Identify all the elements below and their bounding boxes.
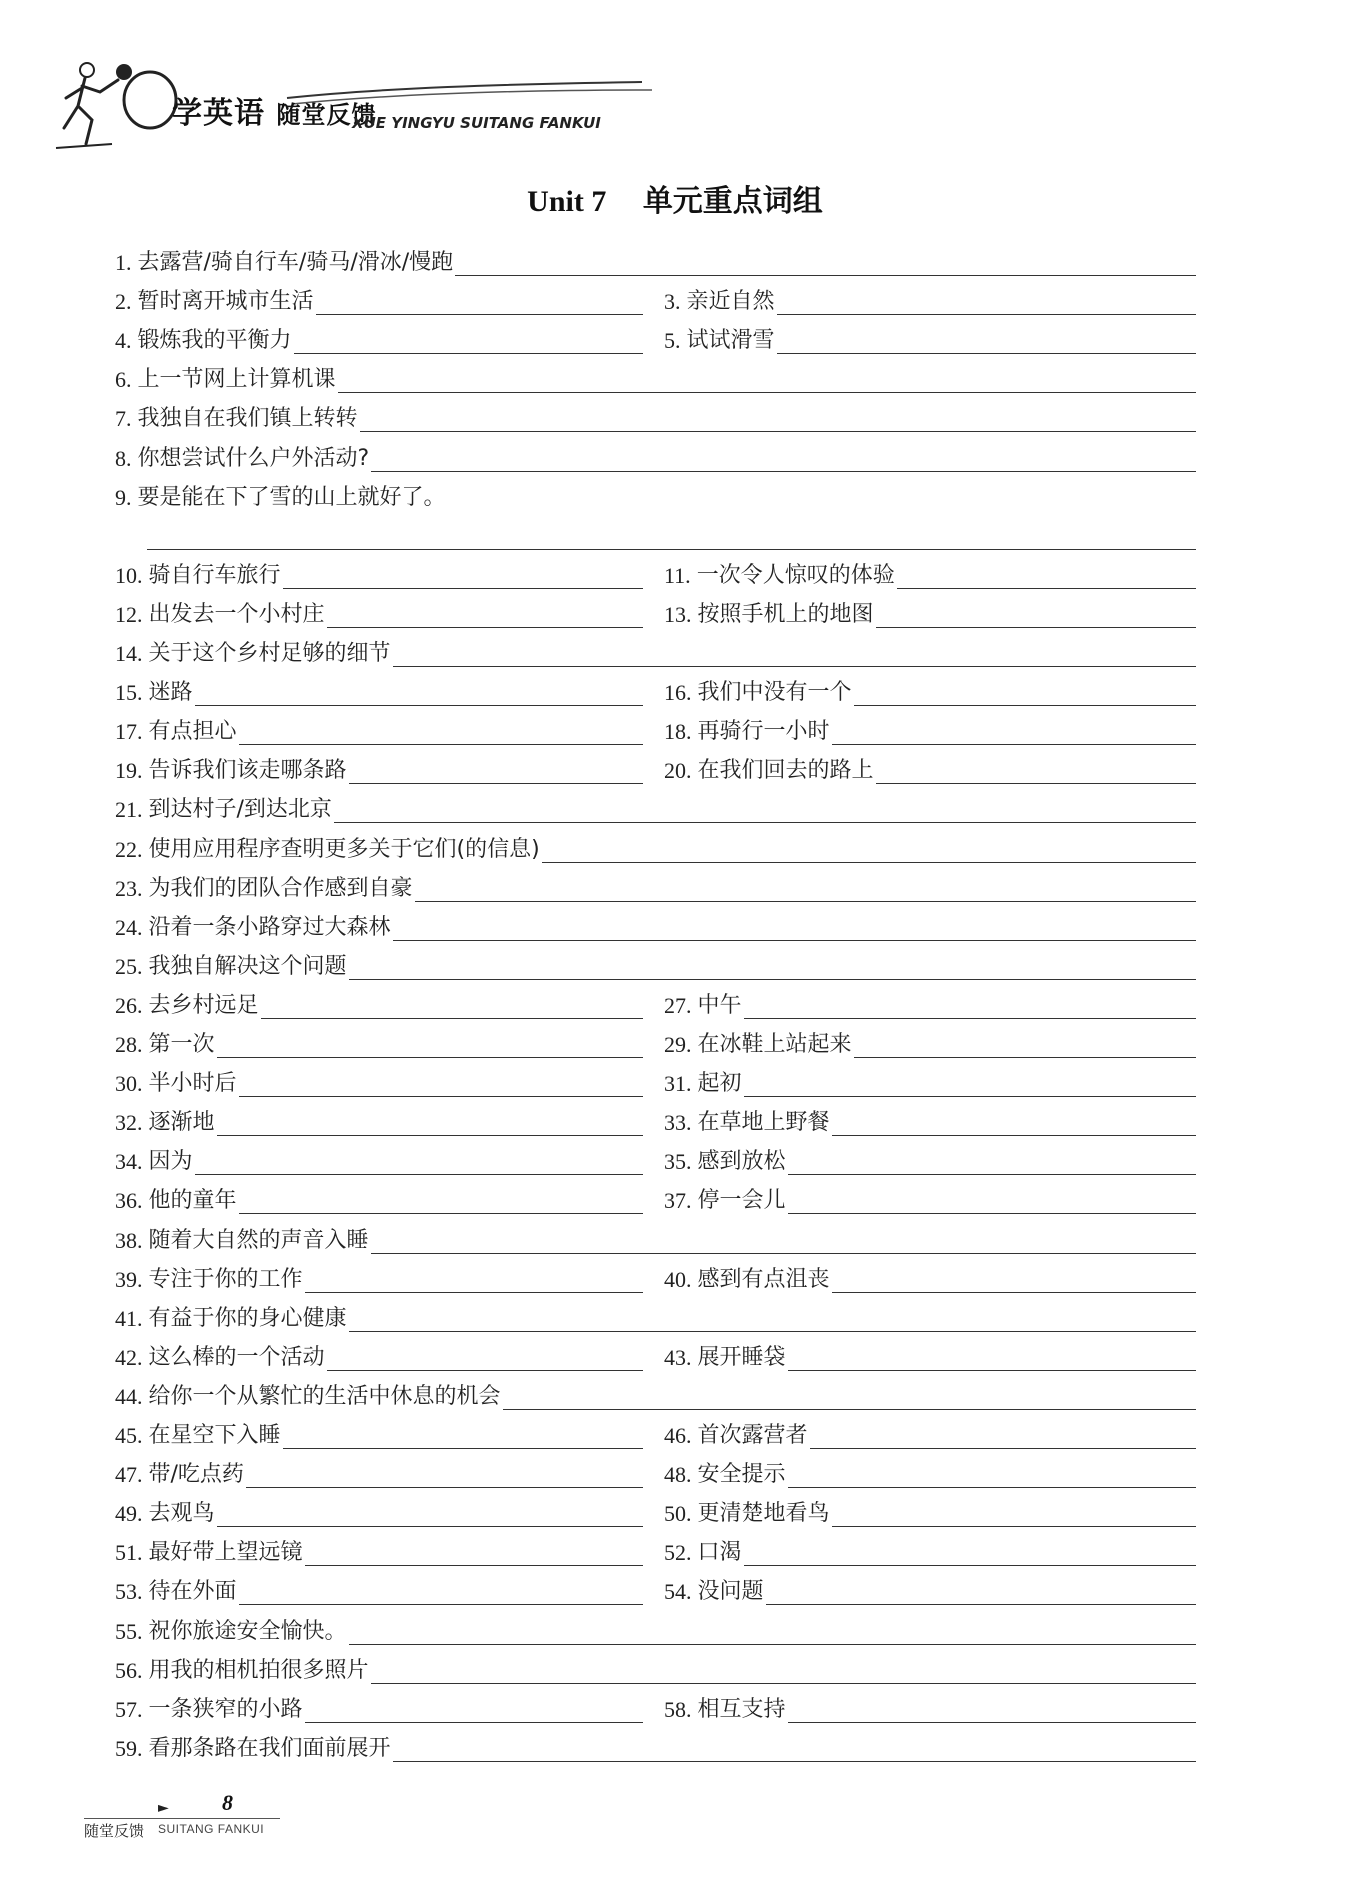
answer-line[interactable] [393, 642, 1196, 667]
answer-line[interactable] [283, 564, 643, 589]
answer-line[interactable] [349, 1620, 1196, 1645]
item-text: 去乡村远足 [148, 992, 259, 1018]
item-number: 50. [664, 1501, 692, 1527]
answer-line[interactable] [349, 955, 1196, 980]
answer-line[interactable] [832, 1268, 1196, 1293]
item-text: 再骑行一小时 [697, 719, 830, 745]
answer-line[interactable] [788, 1150, 1196, 1175]
answer-line[interactable] [393, 1737, 1196, 1762]
item-number: 21. [115, 797, 143, 823]
item-text: 暂时离开城市生活 [137, 289, 314, 315]
item-number: 2. [115, 289, 132, 315]
item-number: 34. [115, 1149, 143, 1175]
item-text: 亲近自然 [686, 289, 775, 315]
footer-label: 随堂反馈 [84, 1822, 145, 1840]
item-text: 骑自行车旅行 [148, 562, 281, 588]
item-number: 55. [115, 1618, 143, 1644]
item-number: 22. [115, 836, 143, 862]
phrase-item [664, 1495, 1196, 1527]
item-text: 出发去一个小村庄 [148, 601, 325, 627]
answer-line[interactable] [777, 290, 1196, 315]
answer-line[interactable] [371, 1659, 1196, 1684]
page-number: 8 [222, 1790, 233, 1815]
phrase-item [115, 987, 643, 1019]
phrase-item [115, 1300, 1196, 1332]
item-number: 17. [115, 719, 143, 745]
answer-line[interactable] [195, 1150, 643, 1175]
phrase-item [115, 1378, 1196, 1410]
phrase-item [115, 1691, 643, 1723]
item-number: 12. [115, 601, 143, 627]
answer-line[interactable] [239, 1072, 643, 1097]
item-number: 51. [115, 1540, 143, 1566]
answer-line[interactable] [334, 798, 1196, 823]
item-number: 13. [664, 601, 692, 627]
footer-rule [84, 1818, 280, 1819]
phrase-item [115, 1143, 643, 1175]
phrase-item [115, 1456, 643, 1488]
phrase-item [664, 674, 1196, 706]
item-number: 40. [664, 1266, 692, 1292]
item-text: 没问题 [697, 1579, 764, 1605]
answer-line[interactable] [832, 720, 1196, 745]
answer-line[interactable] [305, 1698, 643, 1723]
item-number: 52. [664, 1540, 692, 1566]
item-text: 半小时后 [148, 1071, 237, 1097]
answer-line[interactable] [854, 1033, 1196, 1058]
item-number: 6. [115, 367, 132, 393]
item-number: 19. [115, 758, 143, 784]
phrase-item [115, 1222, 1196, 1254]
answer-line[interactable] [455, 251, 1196, 276]
item-text: 随着大自然的声音入睡 [148, 1227, 369, 1253]
item-text: 为我们的团队合作感到自豪 [148, 875, 413, 901]
item-number: 24. [115, 914, 143, 940]
phrase-item [115, 1026, 643, 1058]
arrow-icon: ► [158, 1800, 169, 1816]
answer-line[interactable] [832, 1111, 1196, 1136]
item-number: 58. [664, 1696, 692, 1722]
phrase-item [115, 635, 1196, 667]
item-text: 专注于你的工作 [148, 1266, 303, 1292]
item-number: 33. [664, 1110, 692, 1136]
item-text: 沿着一条小路穿过大森林 [148, 914, 391, 940]
answer-line[interactable] [261, 994, 643, 1019]
item-text: 去观鸟 [148, 1501, 215, 1527]
phrase-item [664, 1534, 1196, 1566]
item-text: 告诉我们该走哪条路 [148, 758, 347, 784]
phrase-item [115, 791, 1196, 823]
phrase-item [664, 713, 1196, 745]
phrase-item [664, 1065, 1196, 1097]
item-text: 在冰鞋上站起来 [697, 1032, 852, 1057]
phrase-item [115, 1613, 1196, 1645]
item-number: 39. [115, 1266, 143, 1292]
item-number: 9. [115, 484, 132, 510]
phrase-item [115, 1065, 643, 1097]
phrase-item [664, 1573, 1196, 1605]
item-text: 首次露营者 [697, 1423, 808, 1448]
phrase-item [664, 283, 1196, 315]
unit-label: Unit 7 [527, 185, 607, 218]
answer-line[interactable] [371, 1229, 1196, 1254]
item-text: 关于这个乡村足够的细节 [148, 641, 391, 666]
answer-line[interactable] [415, 877, 1196, 902]
phrase-item [664, 987, 1196, 1019]
footer [84, 1790, 304, 1850]
item-text: 感到放松 [697, 1149, 786, 1175]
answer-line[interactable] [316, 290, 643, 315]
item-text: 停一会儿 [697, 1188, 786, 1214]
item-number: 14. [115, 641, 143, 666]
answer-line[interactable] [360, 407, 1196, 432]
item-text: 中午 [697, 992, 742, 1018]
phrase-item [115, 1104, 643, 1136]
answer-line[interactable] [305, 1541, 643, 1566]
item-number: 46. [664, 1423, 692, 1448]
phrase-item [115, 870, 1196, 902]
phrase-item [115, 1534, 643, 1566]
answer-line[interactable] [217, 1033, 643, 1058]
answer-line[interactable] [349, 759, 643, 784]
item-number: 45. [115, 1423, 143, 1448]
item-text: 安全提示 [697, 1462, 786, 1488]
item-number: 4. [115, 328, 132, 354]
answer-line[interactable] [788, 1189, 1196, 1214]
item-number: 25. [115, 953, 143, 979]
phrase-item [115, 1573, 643, 1605]
item-number: 3. [664, 289, 681, 315]
item-text: 在我们回去的路上 [697, 758, 874, 784]
item-number: 8. [115, 445, 132, 471]
phrase-item [664, 1104, 1196, 1136]
item-text: 更清楚地看鸟 [697, 1501, 830, 1527]
item-text: 使用应用程序查明更多关于它们(的信息) [148, 836, 540, 862]
item-number: 48. [664, 1462, 692, 1488]
item-text: 到达村子/到达北京 [148, 797, 332, 823]
item-text: 相互支持 [697, 1696, 786, 1722]
item-number: 7. [115, 406, 132, 432]
answer-line[interactable] [349, 1307, 1196, 1332]
phrase-item [115, 948, 1196, 980]
item-number: 38. [115, 1227, 143, 1253]
item-text: 有点担心 [148, 719, 237, 745]
phrase-item [664, 1261, 1196, 1293]
phrase-item [115, 674, 643, 706]
item-number: 18. [664, 719, 692, 745]
item-text: 在星空下入睡 [148, 1423, 281, 1448]
answer-line[interactable] [876, 603, 1196, 628]
answer-line[interactable] [246, 1463, 643, 1488]
item-text: 在草地上野餐 [697, 1110, 830, 1136]
item-text: 用我的相机拍很多照片 [148, 1657, 369, 1683]
item-number: 57. [115, 1696, 143, 1722]
item-number: 43. [664, 1344, 692, 1370]
phrase-item [664, 1182, 1196, 1214]
item-text: 有益于你的身心健康 [148, 1305, 347, 1331]
item-number: 32. [115, 1110, 143, 1136]
phrase-item [115, 909, 1196, 941]
item-text: 展开睡袋 [697, 1344, 786, 1370]
answer-line[interactable] [294, 329, 643, 354]
phrase-item [664, 1026, 1196, 1058]
answer-line[interactable] [744, 1541, 1196, 1566]
item-number: 49. [115, 1501, 143, 1527]
item-number: 42. [115, 1344, 143, 1370]
answer-line[interactable] [371, 447, 1196, 472]
item-text: 按照手机上的地图 [697, 601, 874, 627]
footer-pinyin: SUITANG FANKUI [158, 1822, 265, 1836]
answer-line[interactable] [195, 681, 643, 706]
phrase-item [115, 440, 1196, 472]
phrase-item [664, 1143, 1196, 1175]
answer-line[interactable] [788, 1463, 1196, 1488]
item-number: 41. [115, 1305, 143, 1331]
item-number: 54. [664, 1579, 692, 1605]
title-text: 单元重点词组 [642, 184, 823, 219]
item-text: 待在外面 [148, 1579, 237, 1605]
answer-line[interactable] [876, 759, 1196, 784]
item-number: 37. [664, 1188, 692, 1214]
answer-line[interactable] [145, 518, 1196, 550]
phrase-item [115, 1417, 643, 1449]
item-number: 27. [664, 992, 692, 1018]
item-number: 36. [115, 1188, 143, 1214]
answer-line[interactable] [217, 1502, 643, 1527]
answer-line[interactable] [810, 1424, 1196, 1449]
item-number: 16. [664, 680, 692, 706]
answer-line[interactable] [327, 1346, 643, 1371]
phrase-item [115, 1730, 1196, 1762]
phrase-item [664, 1691, 1196, 1723]
phrase-item [115, 831, 1196, 863]
answer-line[interactable] [542, 838, 1196, 863]
item-text: 给你一个从繁忙的生活中休息的机会 [148, 1383, 501, 1409]
item-text: 第一次 [148, 1032, 215, 1057]
answer-line[interactable] [744, 1072, 1196, 1097]
answer-line[interactable] [338, 368, 1196, 393]
answer-line[interactable] [393, 916, 1196, 941]
item-text: 祝你旅途安全愉快。 [148, 1618, 347, 1644]
item-number: 23. [115, 875, 143, 901]
item-number: 35. [664, 1149, 692, 1175]
item-text: 要是能在下了雪的山上就好了。 [137, 484, 446, 510]
answer-line[interactable] [239, 720, 643, 745]
phrase-item [115, 361, 1196, 393]
logo-pinyin: XUE YINGYU SUITANG FANKUI [352, 114, 601, 132]
item-text: 迷路 [148, 680, 193, 706]
phrase-item [115, 244, 1196, 276]
item-text: 锻炼我的平衡力 [137, 328, 292, 354]
item-text: 试试滑雪 [686, 328, 775, 354]
item-text: 因为 [148, 1149, 193, 1175]
item-number: 31. [664, 1071, 692, 1097]
item-text: 我独自解决这个问题 [148, 953, 347, 979]
item-number: 20. [664, 758, 692, 784]
phrase-item [115, 596, 643, 628]
answer-line[interactable] [854, 681, 1196, 706]
phrase-item [115, 283, 643, 315]
item-text: 带/吃点药 [148, 1462, 244, 1488]
phrase-item [115, 1261, 643, 1293]
answer-line[interactable] [788, 1698, 1196, 1723]
phrase-item [115, 1495, 643, 1527]
item-number: 10. [115, 562, 143, 588]
item-text: 一条狭窄的小路 [148, 1696, 303, 1722]
item-text: 起初 [697, 1071, 742, 1097]
item-number: 59. [115, 1735, 143, 1761]
phrase-item [115, 1339, 643, 1371]
phrase-item [664, 322, 1196, 354]
phrase-item [664, 1417, 1196, 1449]
item-text: 口渴 [697, 1540, 742, 1566]
answer-line[interactable] [766, 1580, 1196, 1605]
phrase-item [115, 400, 1196, 432]
answer-line[interactable] [327, 603, 643, 628]
answer-line[interactable] [217, 1111, 643, 1136]
item-number: 15. [115, 680, 143, 706]
item-number: 56. [115, 1657, 143, 1683]
phrase-item [115, 713, 643, 745]
phrase-item [115, 557, 643, 589]
item-number: 29. [664, 1032, 692, 1057]
item-text: 看那条路在我们面前展开 [148, 1735, 391, 1761]
item-text: 感到有点沮丧 [697, 1266, 830, 1292]
item-text: 一次令人惊叹的体验 [696, 562, 895, 588]
item-text: 这么棒的一个活动 [148, 1344, 325, 1370]
item-number: 28. [115, 1032, 143, 1057]
item-text: 他的童年 [148, 1188, 237, 1214]
answer-line[interactable] [744, 994, 1196, 1019]
phrase-item [664, 1339, 1196, 1371]
answer-line[interactable] [897, 564, 1196, 589]
phrase-item [664, 1456, 1196, 1488]
answer-line[interactable] [239, 1189, 643, 1214]
item-number: 53. [115, 1579, 143, 1605]
phrase-item [115, 1182, 643, 1214]
item-text: 你想尝试什么户外活动? [137, 445, 370, 471]
item-text: 逐渐地 [148, 1110, 215, 1136]
item-number: 44. [115, 1383, 143, 1409]
item-number: 1. [115, 250, 132, 275]
item-number: 30. [115, 1071, 143, 1097]
item-text: 上一节网上计算机课 [137, 367, 336, 393]
answer-line[interactable] [503, 1385, 1196, 1410]
item-number: 26. [115, 992, 143, 1018]
phrase-item [115, 752, 643, 784]
item-text: 我们中没有一个 [697, 680, 852, 706]
item-text: 去露营/骑自行车/骑马/滑冰/慢跑 [137, 250, 454, 275]
item-text: 我独自在我们镇上转转 [137, 406, 358, 432]
logo-title: 学英语 随堂反馈 [172, 96, 377, 131]
phrase-item [664, 752, 1196, 784]
item-number: 5. [664, 328, 681, 354]
item-number: 47. [115, 1462, 143, 1488]
answer-line[interactable] [788, 1346, 1196, 1371]
phrase-item [115, 322, 643, 354]
phrase-item [115, 1652, 1196, 1684]
answer-line[interactable] [283, 1424, 643, 1449]
phrase-item [664, 557, 1196, 589]
answer-line[interactable] [239, 1580, 643, 1605]
phrase-item [664, 596, 1196, 628]
answer-line[interactable] [305, 1268, 643, 1293]
item-number: 11. [664, 562, 691, 588]
item-text: 最好带上望远镜 [148, 1540, 303, 1566]
phrase-item [115, 479, 1196, 511]
answer-line[interactable] [777, 329, 1196, 354]
answer-line[interactable] [832, 1502, 1196, 1527]
